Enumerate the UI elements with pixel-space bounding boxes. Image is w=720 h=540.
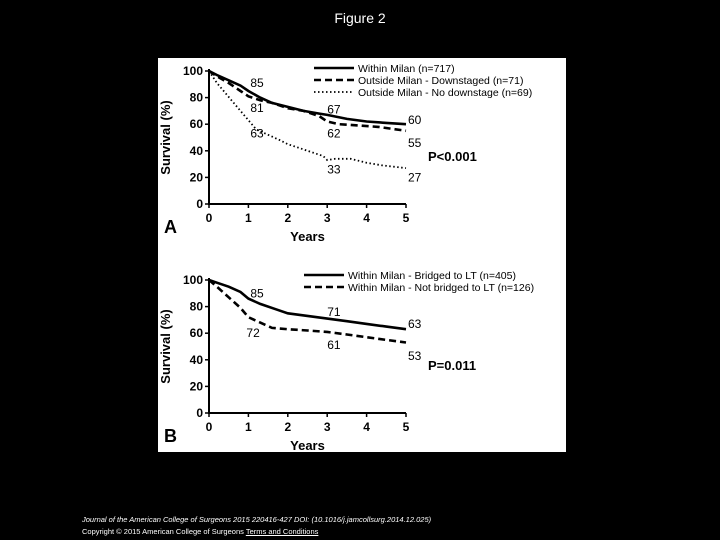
chart-panel-a: [158, 63, 532, 244]
y-tick-label: 40: [189, 352, 203, 367]
legend-label: Outside Milan - Downstaged (n=71): [358, 75, 524, 87]
y-tick-label: 0: [196, 406, 203, 420]
chart-panel-b: [158, 270, 534, 452]
footer-citation: Journal of the American College of Surgeons 2015 220416-427 DOI: (10.1016/j.jamcollsurg.2014.12.025): [82, 515, 432, 524]
legend-label: Within Milan (n=717): [358, 63, 455, 75]
x-tick-label: 2: [284, 211, 292, 225]
y-tick-label: 100: [182, 273, 203, 287]
x-axis-title: Years: [290, 438, 325, 452]
x-tick-label: 5: [402, 420, 410, 434]
y-tick-label: 20: [189, 170, 203, 185]
survival-value-label: 85: [250, 75, 264, 90]
survival-value-label: 61: [327, 338, 341, 353]
survival-value-label: 63: [250, 126, 264, 141]
figure-panel: [158, 58, 566, 452]
panel-letter: B: [164, 426, 177, 446]
y-tick-label: 60: [189, 326, 203, 341]
footer-copyright: Copyright © 2015 American College of Surgeons: [82, 527, 244, 536]
survival-value-label: 63: [407, 316, 422, 331]
p-value-label: P<0.001: [428, 149, 477, 164]
y-tick-label: 0: [196, 197, 203, 211]
survival-value-label: 33: [327, 162, 341, 177]
survival-value-label: 71: [327, 304, 341, 319]
survival-value-label: 27: [407, 170, 422, 185]
x-tick-label: 1: [245, 420, 252, 434]
y-tick-label: 80: [189, 299, 203, 314]
x-tick-label: 0: [205, 420, 213, 434]
survival-value-label: 72: [246, 326, 260, 341]
legend-label: Within Milan - Bridged to LT (n=405): [348, 270, 516, 282]
survival-value-label: 53: [407, 348, 422, 363]
survival-value-label: 85: [250, 286, 264, 301]
survival-value-label: 67: [327, 102, 341, 117]
x-tick-label: 5: [402, 211, 410, 225]
x-tick-label: 3: [323, 211, 331, 225]
x-tick-label: 1: [245, 211, 252, 225]
x-tick-label: 4: [363, 211, 370, 225]
y-tick-label: 60: [189, 117, 203, 132]
x-axis-title: Years: [290, 229, 325, 244]
survival-figure: [158, 58, 566, 452]
slide-title: Figure 2: [334, 10, 386, 26]
y-tick-label: 20: [189, 379, 203, 394]
x-tick-label: 3: [323, 420, 331, 434]
footer-copyright-line: [82, 526, 431, 538]
y-tick-label: 40: [189, 143, 203, 158]
survival-value-label: 55: [407, 135, 422, 150]
survival-value-label: 81: [250, 101, 264, 116]
y-tick-label: 100: [182, 64, 203, 78]
y-tick-label: 80: [189, 90, 203, 105]
survival-value-label: 62: [327, 126, 341, 141]
x-tick-label: 0: [205, 211, 213, 225]
y-axis-title: Survival (%): [158, 100, 173, 175]
terms-link[interactable]: Terms and Conditions: [245, 527, 319, 536]
survival-value-label: 60: [407, 113, 422, 128]
legend-label: Within Milan - Not bridged to LT (n=126): [348, 282, 535, 294]
legend-label: Outside Milan - No downstage (n=69): [358, 87, 533, 99]
p-value-label: P=0.011: [428, 358, 477, 373]
x-tick-label: 4: [363, 420, 370, 434]
y-axis-title: Survival (%): [158, 309, 173, 384]
slide-footer: [82, 514, 431, 538]
x-tick-label: 2: [284, 420, 292, 434]
panel-letter: A: [164, 217, 177, 237]
